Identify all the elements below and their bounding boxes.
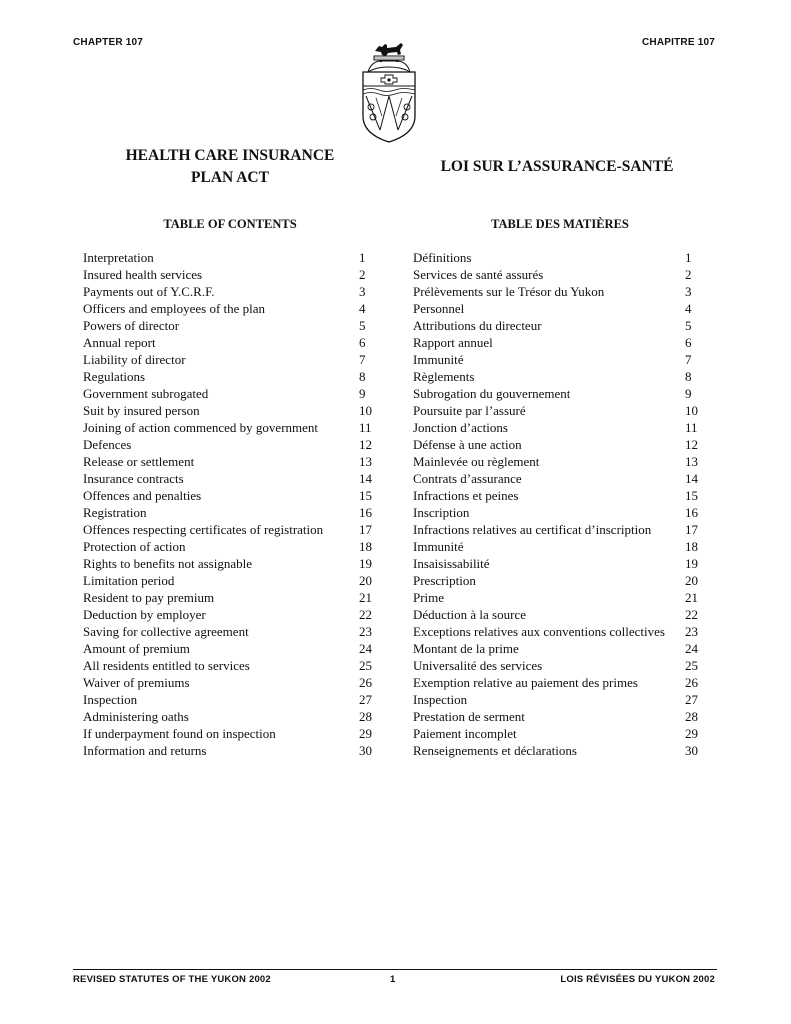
toc-entry-section-number: 24 <box>685 641 698 656</box>
toc-entry-title: Montant de la prime <box>413 641 519 656</box>
toc-entry-title: Interpretation <box>83 250 154 265</box>
toc-entry-section-number: 19 <box>359 556 372 571</box>
toc-entry-title: Personnel <box>413 301 465 316</box>
toc-entry <box>83 521 377 538</box>
toc-entry <box>413 351 703 368</box>
toc-entry-title: Prélèvements sur le Trésor du Yukon <box>413 284 605 299</box>
toc-entry-title: Offences and penalties <box>83 488 202 503</box>
toc-entry <box>83 266 377 283</box>
toc-entry-title: Subrogation du gouvernement <box>413 386 571 401</box>
toc-entry-section-number: 18 <box>359 539 372 554</box>
toc-entry-section-number: 26 <box>685 675 698 690</box>
toc-entry <box>83 640 377 657</box>
toc-entry-title: Protection of action <box>83 539 186 554</box>
toc-entry-section-number: 5 <box>685 318 692 333</box>
toc-entry-section-number: 8 <box>359 369 366 384</box>
toc-entry-title: Registration <box>83 505 147 520</box>
toc-entry-title: Poursuite par l’assuré <box>413 403 526 418</box>
footer-left: REVISED STATUTES OF THE YUKON 2002 <box>73 974 271 985</box>
footer-rule <box>73 969 717 970</box>
act-title-english-line1: HEALTH CARE INSURANCE <box>125 147 335 164</box>
toc-entry <box>83 589 377 606</box>
toc-entry-section-number: 27 <box>359 692 372 707</box>
toc-entry-section-number: 3 <box>359 284 366 299</box>
toc-entry-section-number: 12 <box>685 437 698 452</box>
toc-entry-title: Insaisissabilité <box>413 556 490 571</box>
toc-entry-title: Powers of director <box>83 318 180 333</box>
toc-entry <box>83 572 377 589</box>
toc-entry-title: Exceptions relatives aux conventions collectives <box>413 624 665 639</box>
toc-entry-title: Regulations <box>83 369 146 384</box>
toc-entry <box>83 249 377 266</box>
toc-entry-title: Rapport annuel <box>413 335 493 350</box>
toc-entry-section-number: 25 <box>685 658 698 673</box>
toc-entry-section-number: 5 <box>359 318 366 333</box>
toc-entry <box>413 470 703 487</box>
toc-entry-section-number: 23 <box>685 624 698 639</box>
toc-entry <box>413 521 703 538</box>
toc-entry-title: Paiement incomplet <box>413 726 517 741</box>
toc-entry-title: Renseignements et déclarations <box>413 743 577 758</box>
toc-entry <box>413 249 703 266</box>
toc-entry-section-number: 6 <box>685 335 692 350</box>
toc-entry-section-number: 12 <box>359 437 372 452</box>
toc-entry-section-number: 2 <box>359 267 366 282</box>
toc-entry <box>413 742 703 759</box>
toc-entry <box>413 504 703 521</box>
toc-entry-title: Contrats d’assurance <box>413 471 522 486</box>
toc-entry-title: Insurance contracts <box>83 471 184 486</box>
toc-entry-section-number: 16 <box>359 505 372 520</box>
toc-entry-section-number: 1 <box>685 250 692 265</box>
toc-entry-title: Inspection <box>413 692 468 707</box>
toc-entry-section-number: 20 <box>359 573 372 588</box>
toc-entry <box>83 419 377 436</box>
toc-entry-title: Jonction d’actions <box>413 420 508 435</box>
toc-entry-title: Attributions du directeur <box>413 318 542 333</box>
toc-entry-title: Déduction à la source <box>413 607 526 622</box>
toc-entry <box>83 606 377 623</box>
toc-entry-title: Services de santé assurés <box>413 267 544 282</box>
toc-entry-section-number: 21 <box>685 590 698 605</box>
toc-entry <box>83 300 377 317</box>
toc-entry-title: Amount of premium <box>83 641 190 656</box>
toc-entry-title: All residents entitled to services <box>83 658 250 673</box>
toc-entry-section-number: 28 <box>685 709 698 724</box>
toc-entry-section-number: 14 <box>359 471 372 486</box>
toc-entry-title: Exemption relative au paiement des primes <box>413 675 638 690</box>
toc-entry <box>413 368 703 385</box>
toc-entry-title: Liability of director <box>83 352 186 367</box>
toc-entry <box>413 691 703 708</box>
toc-entry <box>83 674 377 691</box>
toc-entry-title: Deduction by employer <box>83 607 206 622</box>
toc-entry <box>83 742 377 759</box>
toc-entry-section-number: 29 <box>685 726 698 741</box>
toc-entry-title: Universalité des services <box>413 658 543 673</box>
toc-entry-section-number: 3 <box>685 284 692 299</box>
toc-entry <box>413 334 703 351</box>
toc-entry <box>83 708 377 725</box>
toc-entry <box>413 623 703 640</box>
toc-entry-section-number: 13 <box>685 454 698 469</box>
toc-heading-french: TABLE DES MATIÈRES <box>491 217 629 231</box>
toc-entry <box>413 606 703 623</box>
toc-entry-title: Payments out of Y.C.R.F. <box>83 284 215 299</box>
toc-entry-section-number: 1 <box>359 250 366 265</box>
toc-entry <box>83 351 377 368</box>
toc-entry <box>413 538 703 555</box>
toc-entry-section-number: 30 <box>685 743 698 758</box>
toc-entry <box>83 283 377 300</box>
toc-entry <box>413 640 703 657</box>
toc-entry <box>413 317 703 334</box>
toc-entry <box>83 334 377 351</box>
toc-entry <box>83 402 377 419</box>
toc-entry <box>413 436 703 453</box>
act-title-french: LOI SUR L’ASSURANCE-SANTÉ <box>440 158 674 175</box>
toc-entry-title: Government subrogated <box>83 386 209 401</box>
toc-entry <box>413 657 703 674</box>
running-header-right: CHAPITRE 107 <box>642 37 715 48</box>
toc-heading-english: TABLE OF CONTENTS <box>163 217 297 231</box>
toc-entry <box>413 402 703 419</box>
toc-entry-title: Infractions relatives au certificat d’inscription <box>413 522 652 537</box>
toc-entry-section-number: 4 <box>359 301 366 316</box>
toc-entry-title: Defences <box>83 437 132 452</box>
toc-entry <box>413 572 703 589</box>
toc-entry-section-number: 26 <box>359 675 372 690</box>
toc-entry <box>83 385 377 402</box>
toc-entry-section-number: 8 <box>685 369 692 384</box>
toc-entry-section-number: 10 <box>685 403 698 418</box>
toc-entry <box>83 555 377 572</box>
toc-entry <box>83 623 377 640</box>
toc-entry-title: Rights to benefits not assignable <box>83 556 252 571</box>
toc-entry <box>83 504 377 521</box>
toc-entry-title: Inspection <box>83 692 138 707</box>
toc-entry-section-number: 19 <box>685 556 698 571</box>
toc-entry-title: Limitation period <box>83 573 175 588</box>
toc-entry-title: Insured health services <box>83 267 203 282</box>
toc-entry-section-number: 2 <box>685 267 692 282</box>
toc-entry-title: Prestation de serment <box>413 709 525 724</box>
toc-entry <box>413 266 703 283</box>
toc-entry-section-number: 22 <box>359 607 372 622</box>
toc-entry-section-number: 30 <box>359 743 372 758</box>
toc-entry <box>413 674 703 691</box>
yukon-coat-of-arms-icon <box>358 34 420 144</box>
toc-entry-title: Administering oaths <box>83 709 189 724</box>
toc-entry-section-number: 27 <box>685 692 698 707</box>
toc-entry <box>413 555 703 572</box>
toc-entry-title: Infractions et peines <box>413 488 519 503</box>
toc-entry-section-number: 6 <box>359 335 366 350</box>
toc-entry-title: Règlements <box>413 369 475 384</box>
toc-entry <box>83 538 377 555</box>
toc-entry <box>413 725 703 742</box>
toc-entry-title: Mainlevée ou règlement <box>413 454 540 469</box>
toc-entry-title: Défense à une action <box>413 437 522 452</box>
toc-entry-title: Saving for collective agreement <box>83 624 249 639</box>
toc-entry <box>413 300 703 317</box>
toc-entry <box>83 453 377 470</box>
toc-entry-section-number: 10 <box>359 403 372 418</box>
toc-entry-section-number: 7 <box>685 352 692 367</box>
toc-entry-section-number: 9 <box>685 386 692 401</box>
act-title-english <box>90 145 370 189</box>
toc-entry-title: Resident to pay premium <box>83 590 215 605</box>
toc-entry <box>83 317 377 334</box>
toc-entry-section-number: 11 <box>685 420 698 435</box>
act-title-english-line2: PLAN ACT <box>191 169 269 186</box>
toc-entry-section-number: 25 <box>359 658 372 673</box>
toc-entry <box>83 691 377 708</box>
toc-entry-section-number: 28 <box>359 709 372 724</box>
toc-entry-title: Joining of action commenced by government <box>83 420 319 435</box>
toc-entry-section-number: 16 <box>685 505 698 520</box>
running-header-left: CHAPTER 107 <box>73 37 143 48</box>
toc-list-french <box>413 249 703 759</box>
toc-entry-title: Waiver of premiums <box>83 675 190 690</box>
toc-entry-title: Officers and employees of the plan <box>83 301 266 316</box>
toc-list-english <box>83 249 377 759</box>
toc-entry <box>413 708 703 725</box>
toc-entry-section-number: 24 <box>359 641 372 656</box>
toc-entry <box>83 436 377 453</box>
toc-entry-section-number: 13 <box>359 454 372 469</box>
toc-entry-section-number: 4 <box>685 301 692 316</box>
toc-entry-title: Inscription <box>413 505 470 520</box>
toc-entry-title: Offences respecting certificates of registration <box>83 522 324 537</box>
toc-entry-title: Annual report <box>83 335 156 350</box>
toc-entry <box>83 725 377 742</box>
toc-entry-section-number: 21 <box>359 590 372 605</box>
toc-entry-section-number: 20 <box>685 573 698 588</box>
footer-right: LOIS RÉVISÉES DU YUKON 2002 <box>560 974 715 985</box>
toc-entry <box>413 419 703 436</box>
toc-entry-section-number: 15 <box>359 488 372 503</box>
toc-entry-section-number: 23 <box>359 624 372 639</box>
toc-entry-title: Prime <box>413 590 445 605</box>
toc-entry-section-number: 15 <box>685 488 698 503</box>
toc-entry-section-number: 7 <box>359 352 366 367</box>
toc-entry-section-number: 17 <box>685 522 698 537</box>
toc-entry <box>413 453 703 470</box>
toc-entry-section-number: 11 <box>359 420 372 435</box>
toc-entry <box>413 487 703 504</box>
toc-entry-section-number: 22 <box>685 607 698 622</box>
toc-entry-section-number: 29 <box>359 726 372 741</box>
toc-entry <box>413 589 703 606</box>
page-number: 1 <box>390 974 396 985</box>
toc-entry-title: If underpayment found on inspection <box>83 726 276 741</box>
toc-entry-title: Suit by insured person <box>83 403 200 418</box>
toc-entry-title: Information and returns <box>83 743 207 758</box>
toc-entry-section-number: 18 <box>685 539 698 554</box>
toc-entry-title: Release or settlement <box>83 454 195 469</box>
toc-entry <box>83 470 377 487</box>
toc-entry <box>83 368 377 385</box>
toc-entry-title: Immunité <box>413 539 464 554</box>
toc-entry-section-number: 17 <box>359 522 372 537</box>
toc-entry <box>413 283 703 300</box>
toc-entry-title: Définitions <box>413 250 472 265</box>
toc-entry-section-number: 14 <box>685 471 698 486</box>
toc-entry-section-number: 9 <box>359 386 366 401</box>
toc-entry-title: Immunité <box>413 352 464 367</box>
toc-entry <box>83 657 377 674</box>
toc-entry <box>413 385 703 402</box>
toc-entry-title: Prescription <box>413 573 476 588</box>
toc-entry <box>83 487 377 504</box>
